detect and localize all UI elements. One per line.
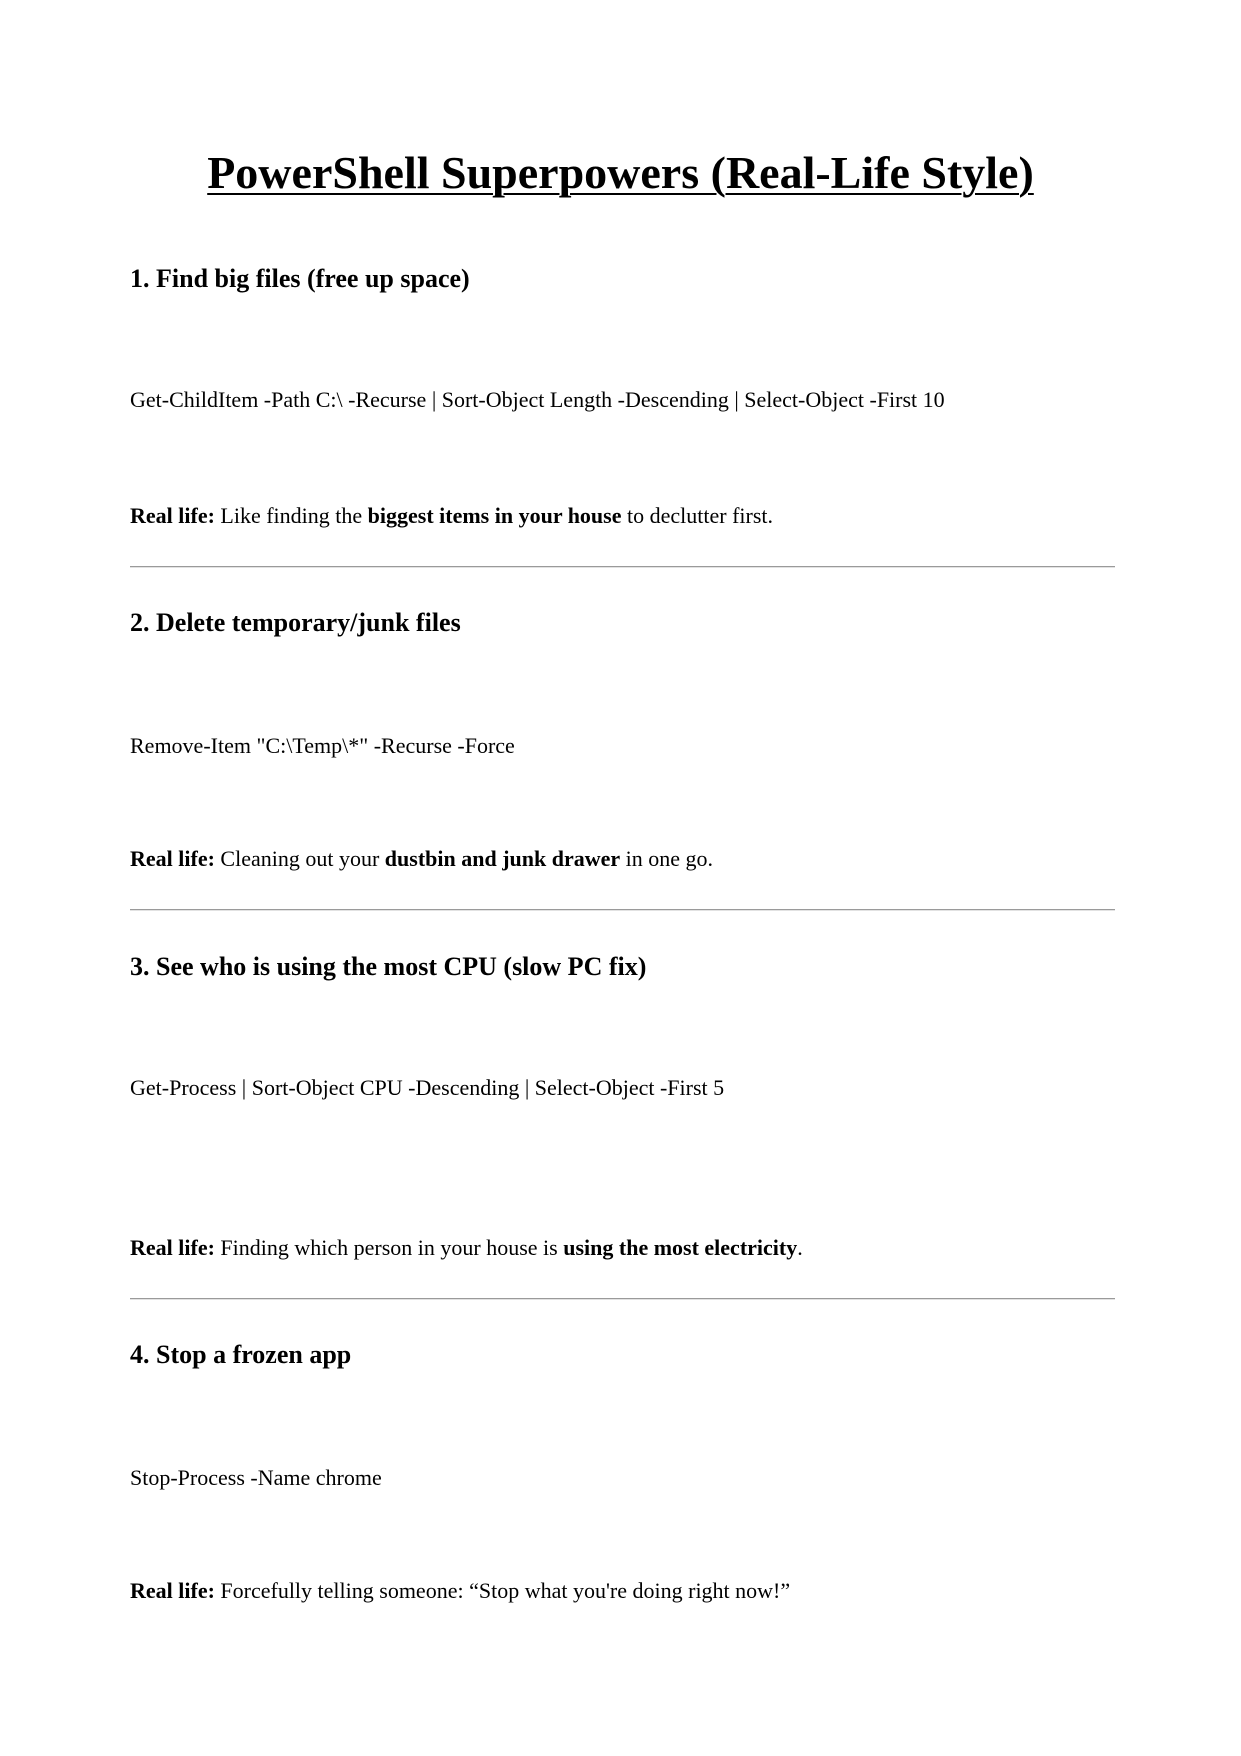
command-line: Remove-Item "C:\Temp\*" -Recurse -Force <box>130 733 515 758</box>
note-text: Like finding the <box>214 503 368 528</box>
note-text: Finding which person in your house is <box>214 1235 564 1260</box>
real-life-label: Real life: <box>130 1235 215 1260</box>
section-divider <box>130 909 1115 911</box>
real-life-note <box>130 503 773 529</box>
note-text: in one go. <box>620 846 714 871</box>
real-life-label: Real life: <box>130 1578 215 1603</box>
note-emphasis: using the most electricity <box>563 1235 798 1260</box>
real-life-label: Real life: <box>130 503 215 528</box>
note-text: Forcefully telling someone: “Stop what you're doing right now!” <box>214 1578 791 1603</box>
real-life-label: Real life: <box>130 846 215 871</box>
note-emphasis: biggest items in your house <box>367 503 622 528</box>
section-heading: 2. Delete temporary/junk files <box>130 608 461 637</box>
real-life-note <box>130 846 713 872</box>
command-line: Get-ChildItem -Path C:\ -Recurse | Sort-Object Length -Descending | Select-Object -First 10 <box>130 387 945 412</box>
command-line: Get-Process | Sort-Object CPU -Descending | Select-Object -First 5 <box>130 1075 725 1100</box>
real-life-note <box>130 1578 790 1604</box>
section-heading: 1. Find big files (free up space) <box>130 264 470 293</box>
command-line: Stop-Process -Name chrome <box>130 1465 382 1490</box>
section-divider <box>130 1298 1115 1300</box>
note-text: . <box>797 1235 803 1260</box>
note-text: Cleaning out your <box>214 846 385 871</box>
section-divider <box>130 566 1115 568</box>
real-life-note <box>130 1235 803 1261</box>
section-heading: 4. Stop a frozen app <box>130 1340 352 1369</box>
page-title: PowerShell Superpowers (Real-Life Style) <box>207 147 1034 198</box>
note-text: to declutter first. <box>621 503 774 528</box>
note-emphasis: dustbin and junk drawer <box>384 846 621 871</box>
section-heading: 3. See who is using the most CPU (slow PC fix) <box>130 952 647 981</box>
